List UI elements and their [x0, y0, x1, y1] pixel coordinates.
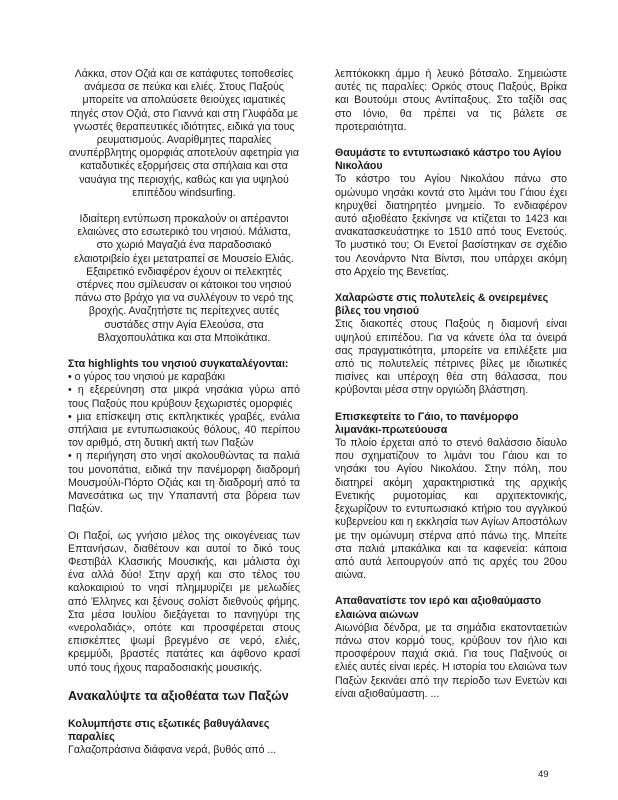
villas-text: Στις διακοπές στους Παξούς η διαμονή είναι υψηλού επιπέδου. Για να κάνετε όλα τα όνειρά σας πραγματικότητα, μπορείτε να επιλέξετε μια από τις πολυτελείς πέτρινες βίλες με ιδιωτικές πισίνες και υπέροχη θέα στη θάλασσα, που κρύβονται μέσα στην οργιώδη βλάστηση. [335, 318, 567, 397]
castle-text: Το κάστρο του Αγίου Νικολάου πάνω στο ομώνυμο νησάκι κοντά στο λιμάνι του Γάιου έχει κηρυχθεί διατηρητέο μνημείο. Το ενδιαφέρον αυτό αξιοθέατο ξεκίνησε να κτίζεται το 1423 και ανακατασκευάστηκε το 1510 από τους Ενετούς. Το μυστικό του; Οι Ενετοί βασίστηκαν σε σχέδιο του Λεονάρντο Ντα Βίντσι, που υπάρχει ακόμη στο Αρχείο της Βενετίας. [335, 173, 567, 278]
gaios-text: Το πλοίο έρχεται από το στενό θαλάσσιο δίαυλο που σχηματίζουν το λιμάνι του Γάιου και το νησάκι του Αγίου Νικολάου. Στην πόλη, που διατηρεί ακόμη χαρακτηριστικά της αρχικής Ενετικής ρυμοτομίας και αρχιτεκτονικής, ξεχωρίζουν το εντυπωσιακό κτήριο του αγγλικού κυβερνείου και η εκκλησία των Αγίων Αποστόλων με την ομώνυμη στέρνα από πάνω της. Μπείτε στα παλιά μπακάλικα και τα καφενεία: κάποια από αυτά λειτουργούν από τις αρχές του 20ου αιώνα. [335, 437, 567, 582]
section-heading: Ανακαλύψτε τα αξιοθέατα των Παξών [68, 688, 289, 703]
beaches-continued-paragraph: λεπτόκοκκη άμμο ή λευκό βότσαλο. Σημειώστε αυτές τις παραλίες: Ορκός στους Παξούς, Βρίκα και Βουτούμι στους Αντίπαξους. Στο ταξίδι σας στο Ιόνιο, θα πρέπει να τις βάλετε σε προτεραιότητα. [335, 68, 567, 133]
villas-heading: Χαλαρώστε στις πολυτελείς & ονειρεμένες βίλες του νησιού [335, 292, 549, 318]
highlight-item: • η περιήγηση στο νησί ακολουθώντας τα παλιά του μονοπάτια, ειδικά την πανέμορφη διαδρομή Μουσμούλι-Πόρτο Οζιάς και τη διαδρομή από τα Μανεσάτικα ως την Υπαπαντή στα βόρεια των Παξών. [68, 450, 300, 516]
right-column [335, 68, 567, 714]
olive-grove-text: Αιωνόβια δένδρα, με τα σημάδια εκατονταετιών πάνω στον κορμό τους, κρύβουν τον ήλιο και προσφέρουν παχιά σκιά. Για τους Παξινούς οι ελιές αυτές είναι ιερές. Η ιστορία του ελαιώνα των Παξών ξεκινάει από την περίοδο των Ενετών και είναι αξιοθαύμαστη. ... [335, 621, 567, 700]
highlight-item: • η εξερεύνηση στα μικρά νησάκια γύρω από τους Παξούς που κρύβουν ξεχωριστές ομορφιές [68, 384, 300, 410]
olive-grove-block [335, 595, 567, 701]
olive-groves-paragraph: Ιδιαίτερη εντύπωση προκαλούν οι απέραντοι ελαιώνες στο εσωτερικό του νησιού. Μάλιστα, στο χωριό Μαγαζιά ένα παραδοσιακό ελαιοτριβείο έχει μετατραπεί σε Μουσείο Ελιάς. Εξαιρετικό ενδιαφέρον έχουν οι πελεκητές στέρνες που σμίλευσαν οι κάτοικοι του νησιού πάνω στο βράχο για να συλλέγουν το νερό της βροχής. Αναζητήστε τις περίτεχνες αυτές συστάδες στην Αγία Ελεούσα, στα Βλαχοπουλάτικα και στα Μποϊκάτικα. [74, 213, 294, 344]
page-number: 49 [538, 769, 549, 780]
highlights-heading: Στα highlights του νησιού συγκαταλέγονται: [68, 358, 289, 371]
gaios-heading: Επισκεφτείτε το Γάιο, το πανέμορφο λιμανάκι-πρωτεύουσα [335, 410, 519, 436]
gaios-block [335, 411, 567, 583]
castle-heading: Θαυμάστε το εντυπωσιακό κάστρο του Αγίου Νικολάου [335, 147, 562, 173]
highlight-item: • μια επίσκεψη στις εκπληκτικές γραβές, ενάλια σπήλαια με εντυπωσιακούς θόλους, 40 περίπου τον αριθμό, στη δυτική ακτή των Παξών [68, 410, 300, 450]
villas-block [335, 292, 567, 398]
beaches-heading: Κολυμπήστε στις εξωτικές βαθυγάλανες παραλίες [68, 717, 270, 743]
highlight-item: • ο γύρος του νησιού με καραβάκι [68, 371, 225, 384]
olive-grove-heading: Απαθανατίστε τον ιερό και αξιοθαύμαστο ελαιώνα αιώνων [335, 595, 542, 621]
intro-paragraph: Λάκκα, στον Οζιά και σε κατάφυτες τοποθεσίες ανάμεσα σε πεύκα και ελιές. Στους Παξούς μπορείτε να απολαύσετε θειούχες ιαματικές πηγές στον Οζιά, στο Γιαννά και στη Γλυφάδα με γνωστές θεραπευτικές ιδιότητες, ειδικά για τους ρευματισμούς. Αναρίθμητες παραλίες ανυπέρβλητης ομορφιάς αποτελούν αφετηρία για καταδυτικές εξορμήσεις στα σπήλαια και στα ναυάγια της περιοχής, καθώς και για υψηλού επιπέδου windsurfing. [69, 68, 299, 199]
festival-paragraph: Οι Παξοί, ως γνήσιο μέλος της οικογένειας των Επτανήσων, διαθέτουν και αυτοί το δικό τους Φεστιβάλ Κλασικής Μουσικής, και μάλιστα όχι ένα αλλά δύο! Στην αρχή και στο τέλος του καλοκαιριού το νησί πλημμυρίζει με μελωδίες από Έλληνες και ξένους σολίστ διεθνούς φήμης. Στα μέσα Ιουλίου διεξάγεται το πανηγύρι της «νερολαδιάς», οπότε και προσφέρεται στους επισκέπτες ψωμί βρεγμένο σε νερό, ελιές, κρεμμύδι, βραστές πατάτες και άφθονο κρασί υπό τους ήχους παραδοσιακής μουσικής. [68, 529, 300, 674]
beaches-block [68, 718, 300, 758]
castle-block [335, 147, 567, 279]
highlights-list [68, 358, 300, 516]
beaches-text: Γαλαζοπράσινα διάφανα νερά, βυθός από ... [68, 744, 277, 757]
left-column [68, 68, 300, 757]
